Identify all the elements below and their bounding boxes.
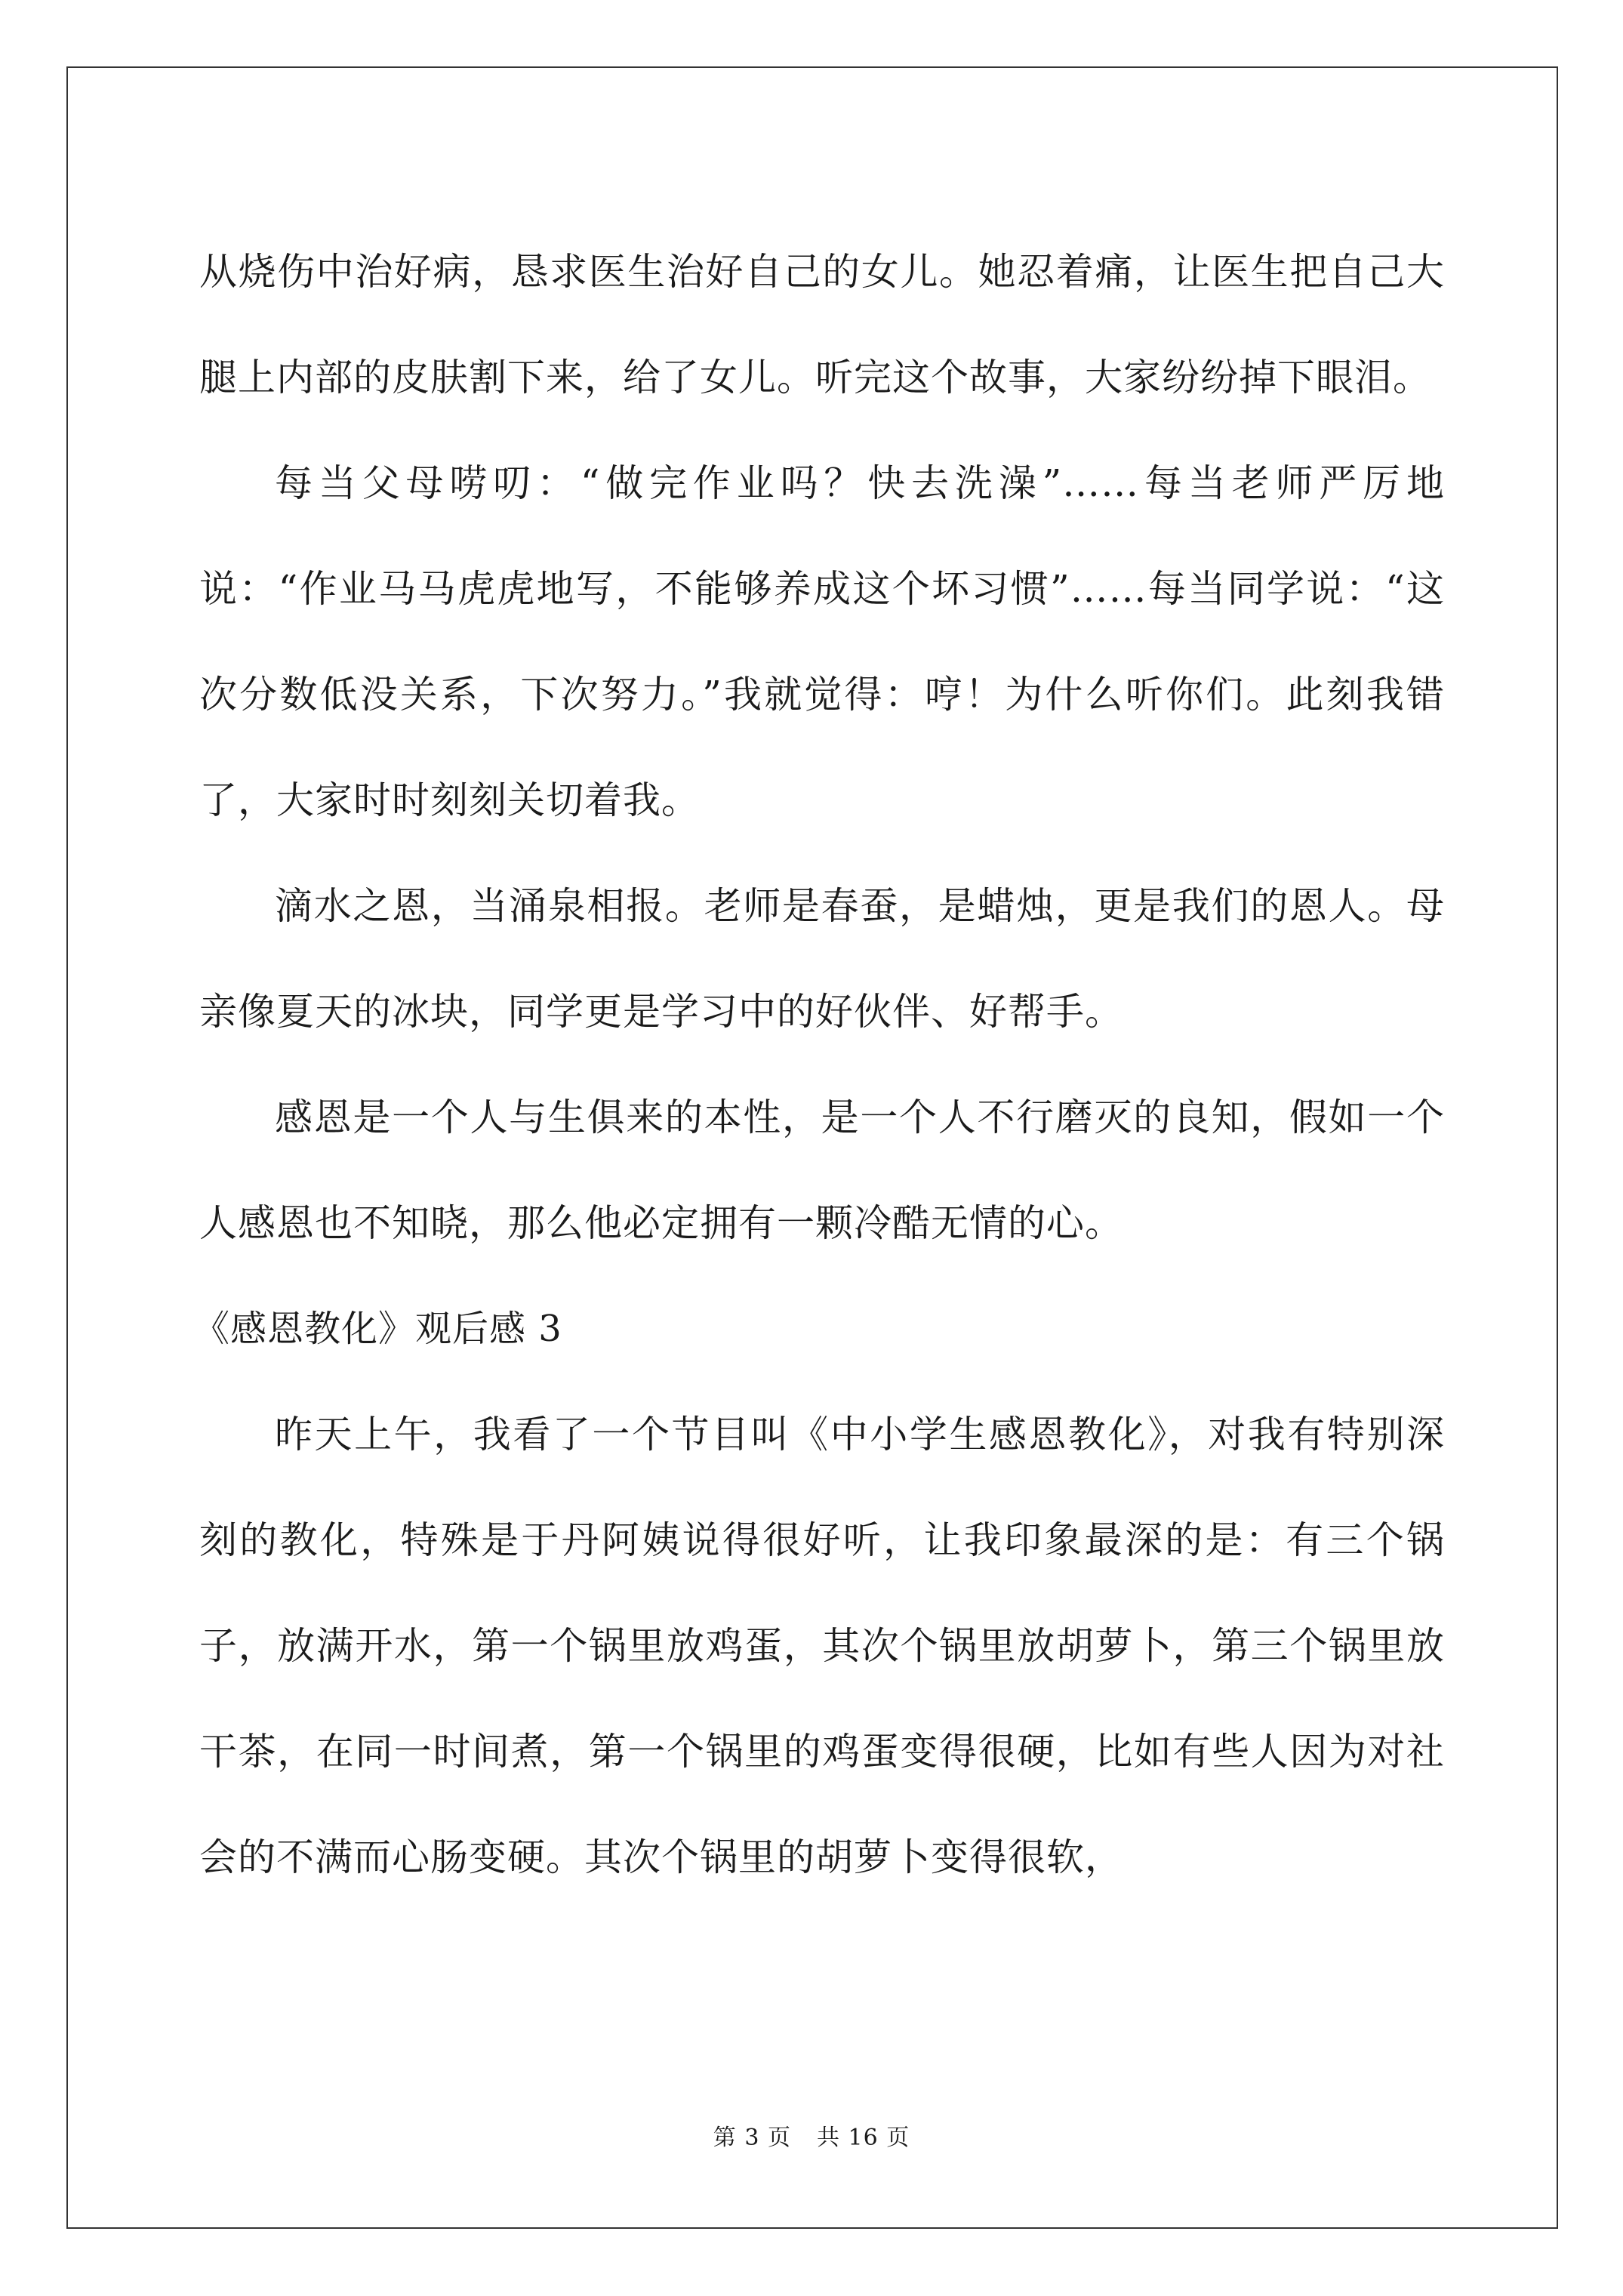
document-body	[193, 219, 1445, 1910]
paragraph-continuation: 从烧伤中治好病，恳求医生治好自己的女儿。她忍着痛，让医生把自己大腿上内部的皮肤割下来，给了女儿。听完这个故事，大家纷纷掉下眼泪。	[199, 250, 1445, 399]
paragraph-program-story: 昨天上午，我看了一个节目叫《中小学生感恩教化》，对我有特别深刻的教化，特殊是于丹阿姨说得很好听，让我印象最深的是：有三个锅子，放满开水，第一个锅里放鸡蛋，其次个锅里放胡萝卜，第三个锅里放干茶，在同一时间煮，第一个锅里的鸡蛋变得很硬，比如有些人因为对社会的不满而心肠变硬。其次个锅里的胡萝卜变得很软，	[199, 1413, 1445, 1879]
section-title: 《感恩教化》观后感 3	[193, 1308, 562, 1350]
paragraph-gratitude-repay: 滴水之恩，当涌泉相报。老师是春蚕，是蜡烛，更是我们的恩人。母亲像夏天的冰块，同学更是学习中的好伙伴、好帮手。	[199, 884, 1445, 1034]
paragraph-gratitude-nature: 感恩是一个人与生俱来的本性，是一个人不行磨灭的良知，假如一个人感恩也不知晓，那么他必定拥有一颗冷酷无情的心。	[199, 1096, 1445, 1245]
page-footer	[0, 2123, 1623, 2153]
page-number: 第 3 页	[713, 2125, 791, 2151]
paragraph-parents-teachers: 每当父母唠叨：“做完作业吗？快去洗澡”……每当老师严厉地说：“作业马马虎虎地写，不能够养成这个坏习惯”……每当同学说：“这次分数低没关系，下次努力。”我就觉得：哼！为什么听你们。此刻我错了，大家时时刻刻关切着我。	[199, 461, 1445, 822]
page-total: 共 16 页	[816, 2125, 910, 2151]
